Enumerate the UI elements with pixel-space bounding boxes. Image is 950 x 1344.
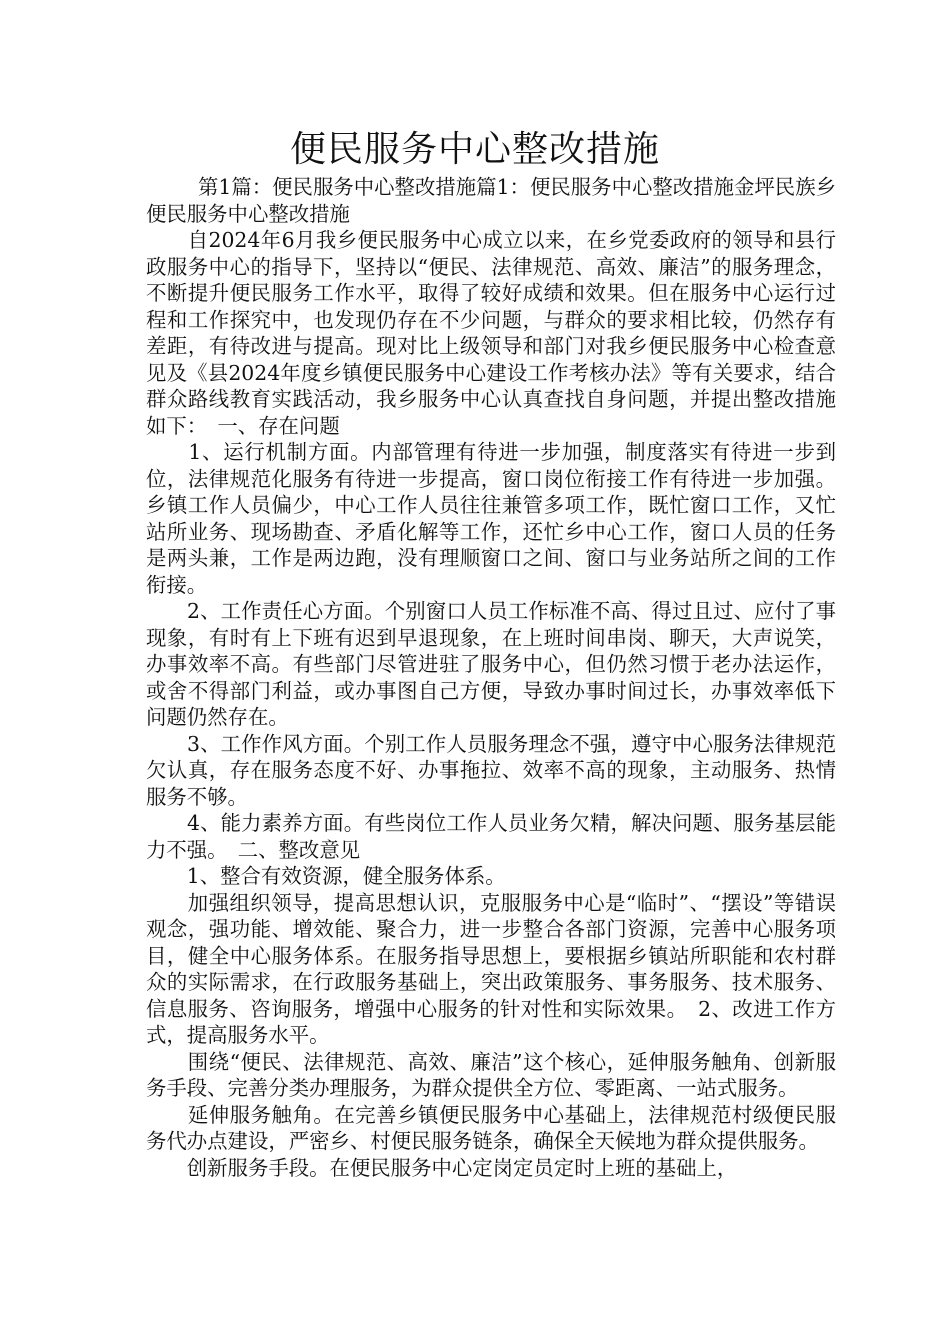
- paragraph-intro: 第1篇：便民服务中心整改措施篇1：便民服务中心整改措施金坪民族乡便民服务中心整改措施: [146, 175, 836, 226]
- paragraph-issue-4: 4、能力素养方面。有些岗位工作人员业务欠精，解决问题、服务基层能力不强。 二、整改意见: [146, 811, 836, 862]
- paragraph-issue-1: 1、运行机制方面。内部管理有待进一步加强，制度落实有待进一步到位，法律规范化服务有待进一步提高，窗口岗位衔接工作有待进一步加强。乡镇工作人员偏少，中心工作人员往往兼管多项工作，既忙窗口工作，又忙站所业务、现场勘查、矛盾化解等工作，还忙乡中心工作，窗口人员的任务是两头兼，工作是两边跑，没有理顺窗口之间、窗口与业务站所之间的工作衔接。: [146, 440, 836, 597]
- paragraph-issue-2: 2、工作责任心方面。个别窗口人员工作标准不高、得过且过、应付了事现象，有时有上下班有迟到早退现象，在上班时间串岗、聊天，大声说笑，办事效率不高。有些部门尽管进驻了服务中心，但仍然习惯于老办法运作，或舍不得部门利益，或办事图自己方便，导致办事时间过长，办事效率低下问题仍然存在。: [146, 599, 836, 729]
- paragraph-measure-1-heading: 1、整合有效资源，健全服务体系。: [146, 864, 506, 888]
- paragraph-measure-1-body: 加强组织领导，提高思想认识，克服服务中心是“临时”、“摆设”等错误观念，强功能、增效能、聚合力，进一步整合各部门资源，完善中心服务项目，健全中心服务体系。在服务指导思想上，要根据乡镇站所职能和农村群众的实际需求，在行政服务基础上，突出政策服务、事务服务、技术服务、信息服务、咨询服务，增强中心服务的针对性和实际效果。 2、改进工作方式，提高服务水平。: [146, 890, 836, 1047]
- paragraph-background: 自2024年6月我乡便民服务中心成立以来，在乡党委政府的领导和县行政服务中心的指导下，坚持以“便民、法律规范、高效、廉洁”的服务理念，不断提升便民服务工作水平，取得了较好成绩和效果。但在服务中心运行过程和工作探究中，也发现仍存在不少问题，与群众的要求相比较，仍然存有差距，有待改进与提高。现对比上级领导和部门对我乡便民服务中心检查意见及《县2024年度乡镇便民服务中心建设工作考核办法》等有关要求，结合群众路线教育实践活动，我乡服务中心认真查找自身问题，并提出整改措施如下： 一、存在问题: [146, 228, 836, 438]
- paragraph-issue-3: 3、工作作风方面。个别工作人员服务理念不强，遵守中心服务法律规范欠认真，存在服务态度不好、办事拖拉、效率不高的现象，主动服务、热情服务不够。: [146, 731, 836, 809]
- document-body: [146, 174, 836, 1181]
- paragraph-extend-service: 延伸服务触角。在完善乡镇便民服务中心基础上，法律规范村级便民服务代办点建设，严密乡、村便民服务链条，确保全天候地为群众提供服务。: [146, 1102, 836, 1153]
- document-title: 便民服务中心整改措施: [289, 129, 660, 170]
- paragraph-innovate-service: 创新服务手段。在便民服务中心定岗定员定时上班的基础上，: [146, 1155, 738, 1180]
- paragraph-measure-2-body: 围绕“便民、法律规范、高效、廉洁”这个核心，延伸服务触角、创新服务手段、完善分类办理服务，为群众提供全方位、零距离、一站式服务。: [146, 1049, 836, 1100]
